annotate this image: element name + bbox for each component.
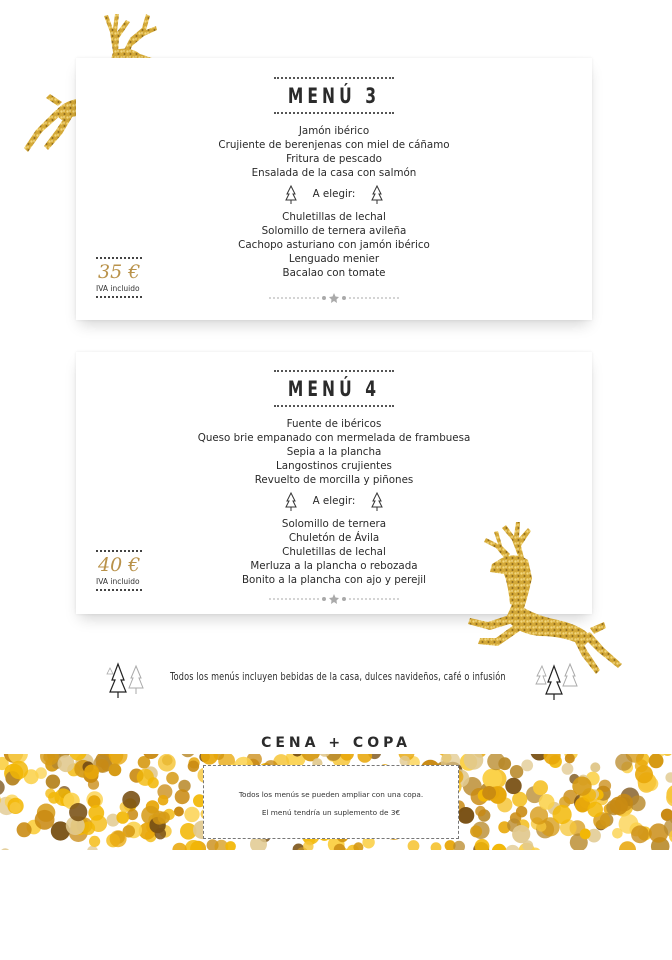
- confetti-dot: [122, 791, 140, 809]
- confetti-dot: [475, 839, 490, 850]
- confetti-dot: [631, 825, 649, 843]
- tree-icon: [369, 184, 385, 204]
- confetti-dot: [46, 775, 60, 789]
- tree-icon: [369, 491, 385, 511]
- confetti-dot: [152, 811, 166, 825]
- choose-label: A elegir:: [312, 188, 356, 200]
- confetti-dot: [553, 805, 572, 824]
- menu-item: Bonito a la plancha con ajo y perejil: [241, 574, 427, 586]
- menu-3-card: [76, 58, 592, 320]
- title-top-rule: [274, 370, 394, 372]
- confetti-dot: [635, 765, 653, 783]
- confetti-dot: [174, 807, 184, 817]
- confetti-dot: [155, 828, 166, 839]
- confetti-dot: [590, 762, 600, 772]
- confetti-dot: [35, 810, 55, 830]
- confetti-dot: [116, 811, 129, 824]
- star-ornament: [76, 292, 592, 304]
- confetti-dot: [512, 825, 530, 843]
- cena-copa-box: [203, 765, 459, 839]
- menu-item: Queso brie empanado con mermelada de frambuesa: [197, 432, 471, 444]
- price-note: IVA incluido: [96, 284, 140, 293]
- confetti-dot: [458, 807, 475, 824]
- cena-copa-line2: El menú tendría un suplemento de 3€: [261, 808, 401, 817]
- menu-item: Ensalada de la casa con salmón: [251, 167, 417, 179]
- confetti-dot: [353, 842, 363, 850]
- confetti-dot: [521, 760, 533, 772]
- menu-item: Solomillo de ternera: [281, 518, 387, 530]
- price-note: IVA incluido: [96, 577, 140, 586]
- confetti-dot: [431, 842, 442, 850]
- confetti-dot: [572, 777, 591, 796]
- confetti-dot: [358, 754, 373, 763]
- confetti-dot: [175, 789, 190, 804]
- confetti-dot: [492, 844, 507, 850]
- title-bottom-rule: [274, 112, 394, 114]
- confetti-dot: [482, 786, 496, 800]
- confetti-dot: [17, 822, 32, 837]
- confetti-dot: [10, 802, 21, 813]
- confetti-dot: [181, 754, 196, 757]
- confetti-dot: [482, 769, 502, 789]
- confetti-dot: [110, 830, 127, 847]
- price-amount: 40 €: [98, 554, 141, 576]
- tree-icon: [283, 184, 299, 204]
- confetti-dot: [470, 825, 482, 837]
- confetti-dot: [475, 806, 486, 817]
- confetti-dot: [88, 805, 104, 821]
- confetti-dot: [619, 841, 636, 850]
- confetti-dot: [201, 754, 218, 765]
- cena-copa-title: CENA + COPA: [261, 735, 411, 751]
- menu-item: Fritura de pescado: [286, 153, 382, 165]
- footer-note-text: Todos los menús incluyen bebidas de la casa, dulces navideños, café o infusión: [170, 671, 506, 683]
- menu-item: Crujiente de berenjenas con miel de cáñamo: [218, 139, 450, 151]
- confetti-dot: [539, 794, 555, 810]
- confetti-dot: [505, 845, 520, 850]
- menu-3-title: MENÚ 3: [287, 84, 381, 108]
- confetti-dot: [0, 848, 10, 850]
- confetti-dot: [453, 841, 465, 850]
- menu-item: Chuletillas de lechal: [282, 211, 386, 223]
- menu-item: Cachopo asturiano con jamón ibérico: [238, 239, 430, 251]
- confetti-dot: [69, 803, 87, 821]
- confetti-dot: [0, 780, 5, 796]
- menu-item: Sepia a la plancha: [286, 446, 382, 458]
- confetti-dot: [225, 841, 236, 850]
- confetti-dot: [408, 840, 420, 850]
- price-block: [96, 550, 142, 591]
- confetti-dot: [188, 761, 199, 772]
- pine-trees-icon: [106, 660, 146, 700]
- price-amount: 35 €: [98, 261, 141, 283]
- choose-label: A elegir:: [312, 495, 356, 507]
- confetti-dot: [505, 778, 521, 794]
- confetti-dot: [615, 754, 632, 771]
- menu-item: Merluza a la plancha o rebozada: [250, 560, 418, 572]
- confetti-dot: [516, 806, 527, 817]
- confetti-dot: [35, 767, 47, 779]
- title-top-rule: [274, 77, 394, 79]
- title-bottom-rule: [274, 405, 394, 407]
- menu-item: Jamón ibérico: [298, 125, 370, 137]
- confetti-dot: [10, 761, 28, 779]
- confetti-dot: [533, 780, 548, 795]
- menu-item: Chuletón de Ávila: [288, 532, 380, 544]
- confetti-dot: [587, 802, 603, 818]
- confetti-dot: [172, 843, 186, 850]
- menu-item: Bacalao con tomate: [282, 267, 386, 279]
- tree-icon: [283, 491, 299, 511]
- choose-row: [76, 489, 592, 513]
- footer-note: [100, 658, 580, 698]
- confetti-dot: [58, 755, 75, 772]
- confetti-dot: [649, 754, 664, 768]
- confetti-dot: [510, 765, 523, 778]
- confetti-dot: [665, 772, 672, 783]
- confetti-dot: [137, 769, 154, 786]
- menu-item: Fuente de ibéricos: [286, 418, 382, 430]
- confetti-dot: [565, 754, 575, 763]
- confetti-dot: [84, 765, 99, 780]
- confetti-dot: [615, 794, 633, 812]
- confetti-dot: [184, 807, 199, 822]
- reindeer-glitter-icon: [466, 518, 626, 680]
- choose-row: [76, 182, 592, 206]
- confetti-dot: [562, 763, 574, 775]
- confetti-dot: [580, 829, 591, 840]
- menu-item: Langostinos crujientes: [276, 460, 392, 472]
- menu-item: Revuelto de morcilla y piñones: [254, 474, 414, 486]
- confetti-dot: [158, 795, 169, 806]
- confetti-dot: [166, 772, 179, 785]
- menu-item: Chuletillas de lechal: [282, 546, 386, 558]
- menu-4-title: MENÚ 4: [287, 377, 381, 401]
- pine-trees-icon: [534, 660, 578, 700]
- menu-item: Lenguado menier: [288, 253, 380, 265]
- confetti-dot: [48, 792, 60, 804]
- menu-3-items: [76, 124, 592, 280]
- confetti-dot: [158, 754, 176, 772]
- confetti-dot: [109, 764, 122, 777]
- menu-item: Solomillo de ternera avileña: [261, 225, 407, 237]
- confetti-dot: [89, 836, 100, 847]
- confetti-dot: [512, 792, 527, 807]
- cena-copa-line1: Todos los menús se pueden ampliar con una copa.: [238, 790, 424, 799]
